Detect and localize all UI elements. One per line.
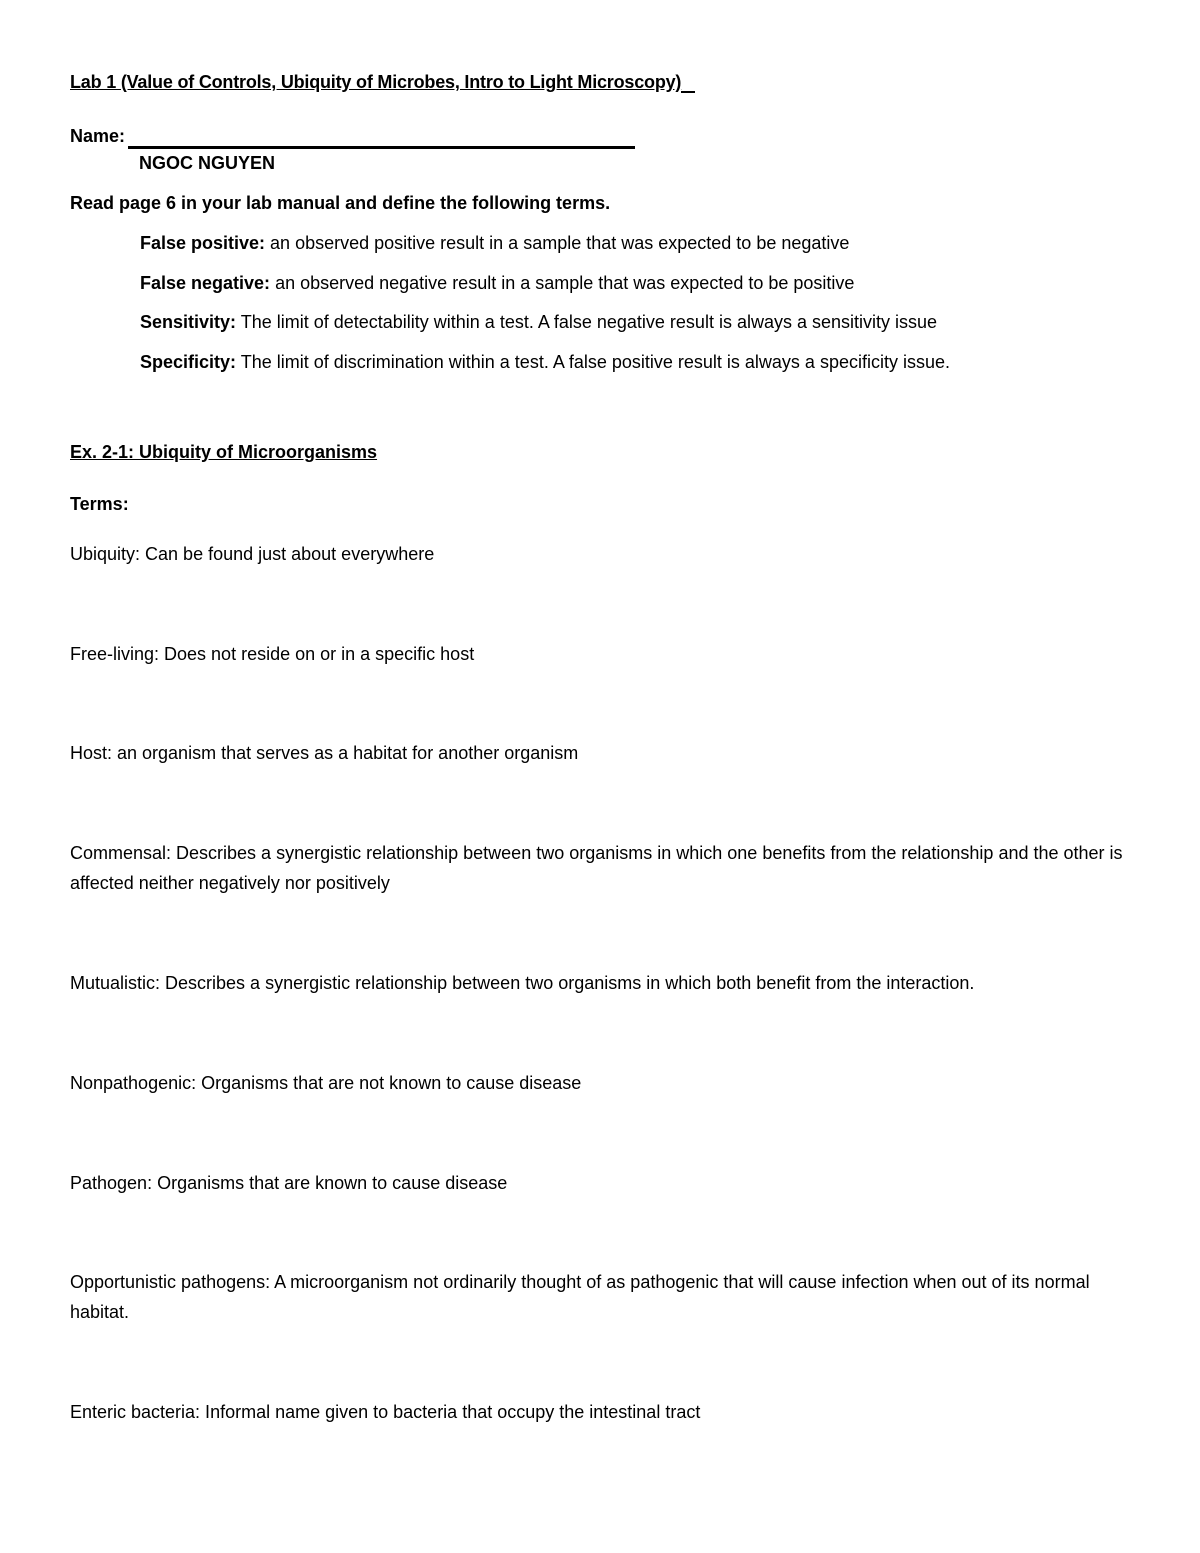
term-entry-commensal: Commensal: Describes a synergistic relationship between two organisms in which one benefits from the relationship and the other is affected neither negatively nor positively — [70, 843, 1123, 893]
name-underline — [128, 146, 635, 149]
definition-false-positive — [140, 233, 849, 254]
definition-term: Sensitivity: — [140, 312, 237, 332]
document-title-text: Lab 1 (Value of Controls, Ubiquity of Microbes, Intro to Light Microscopy) — [70, 72, 682, 92]
section-title: Ex. 2-1: Ubiquity of Microorganisms — [70, 442, 378, 462]
instruction-text: Read page 6 in your lab manual and define the following terms. — [70, 193, 611, 213]
definition-term: Specificity: — [140, 352, 237, 372]
definition-text: The limit of discrimination within a test. A false positive result is always a specificity issue. — [236, 352, 950, 372]
definition-text: an observed positive result in a sample that was expected to be negative — [265, 233, 850, 253]
definition-specificity — [140, 352, 950, 373]
term-entry-mutualistic: Mutualistic: Describes a synergistic relationship between two organisms in which both benefit from the interaction. — [70, 973, 975, 993]
document-title — [70, 72, 695, 93]
title-underline-tail — [681, 73, 695, 93]
definition-term: False positive: — [140, 233, 266, 253]
terms-label: Terms: — [70, 494, 129, 514]
name-value: NGOC NGUYEN — [139, 153, 276, 173]
term-entry-pathogen: Pathogen: Organisms that are known to cause disease — [70, 1173, 508, 1193]
definition-text: The limit of detectability within a test. A false negative result is always a sensitivity issue — [236, 312, 938, 332]
definition-text: an observed negative result in a sample that was expected to be positive — [270, 273, 855, 293]
term-entry-opportunistic-pathogens: Opportunistic pathogens: A microorganism not ordinarily thought of as pathogenic that will cause infection when out of its normal habitat. — [70, 1272, 1090, 1322]
definition-false-negative — [140, 273, 854, 294]
definition-sensitivity — [140, 312, 937, 333]
term-entry-enteric-bacteria: Enteric bacteria: Informal name given to bacteria that occupy the intestinal tract — [70, 1402, 701, 1422]
definition-term: False negative: — [140, 273, 271, 293]
name-label: Name: — [70, 126, 126, 146]
term-entry-ubiquity: Ubiquity: Can be found just about everywhere — [70, 544, 435, 564]
term-entry-free-living: Free-living: Does not reside on or in a specific host — [70, 644, 475, 664]
term-entry-host: Host: an organism that serves as a habitat for another organism — [70, 743, 579, 763]
term-entry-nonpathogenic: Nonpathogenic: Organisms that are not known to cause disease — [70, 1073, 582, 1093]
